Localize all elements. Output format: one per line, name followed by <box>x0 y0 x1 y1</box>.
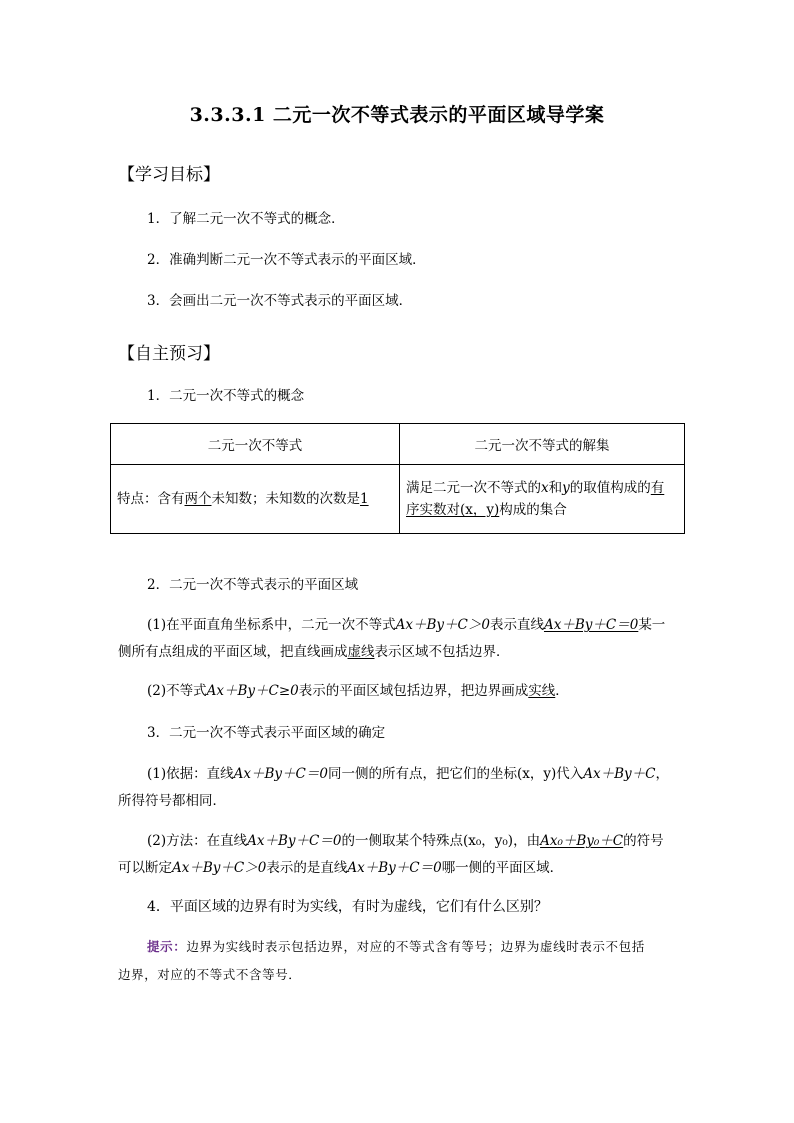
para-text: (1)在平面直角坐标系中，二元一次不等式 <box>147 617 396 633</box>
blank-answer: Ax＋By＋C＝0 <box>543 617 639 633</box>
concept-table <box>110 423 685 534</box>
section-1-title: 1．二元一次不等式的概念 <box>147 388 305 404</box>
para-text: 哪一侧的平面区域． <box>441 860 564 876</box>
document-title: 3.3.3.1 二元一次不等式表示的平面区域导学案 <box>189 104 605 126</box>
para-text: 可以断定 <box>118 860 172 876</box>
para-text: 的符号 <box>623 833 664 849</box>
para-text: ． <box>555 683 569 699</box>
goal-item-1: 1．了解二元一次不等式的概念． <box>147 211 345 227</box>
blank-answer: 实线 <box>528 683 556 699</box>
math-expr: Ax＋By＋C＝0 <box>233 766 328 782</box>
blank-answer: 1 <box>360 491 369 507</box>
cell-text: 特点：含有 <box>117 491 185 507</box>
section-3-para-2-line-2 <box>118 856 563 876</box>
section-3-title: 3．二元一次不等式表示平面区域的确定 <box>147 725 386 741</box>
section-2-para-1-line-2 <box>118 640 510 660</box>
var-x: x <box>541 480 549 496</box>
table-header-row <box>111 424 685 465</box>
hint-text: 边界为实线时表示包括边界，对应的不等式含有等号；边界为虚线时表示不包括 <box>186 939 645 954</box>
math-expr: Ax＋By＋C＞0 <box>395 617 490 633</box>
section-3-para-1-line-1 <box>147 762 669 782</box>
hint-line-1 <box>147 937 645 955</box>
para-text: (2)不等式 <box>147 683 207 699</box>
blank-answer: 序实数对(x，y) <box>406 502 500 518</box>
goal-item-2: 2．准确判断二元一次不等式表示的平面区域． <box>147 252 426 268</box>
cell-text: 的取值构成的 <box>569 480 651 496</box>
section-2-title: 2．二元一次不等式表示的平面区域 <box>147 577 359 593</box>
math-expr: Ax＋By＋C＝0 <box>247 833 342 849</box>
blank-answer: 虚线 <box>347 644 375 660</box>
para-text: (2)方法：在直线 <box>147 833 248 849</box>
cell-text: 构成的集合 <box>499 502 567 518</box>
hint-line-2: 边界，对应的不等式不含等号． <box>118 967 302 982</box>
section-3-para-2-line-1 <box>147 829 664 849</box>
cell-text: 未知数；未知数的次数是 <box>211 491 360 507</box>
math-expr: Ax＋By＋C <box>583 766 656 782</box>
math-expr: Ax＋By＋C＝0 <box>347 860 442 876</box>
para-text: 的一侧取某个特殊点(x₀，y₀)，由 <box>341 833 541 849</box>
table-cell-solution <box>400 465 685 534</box>
para-text: 表示区域不包括边界． <box>374 644 510 660</box>
table-cell-feature <box>111 465 400 534</box>
para-text: 表示的是直线 <box>266 860 348 876</box>
section-2-para-1-line-1 <box>147 613 665 633</box>
blank-answer: Ax₀＋By₀＋C <box>540 833 624 849</box>
goal-item-3: 3．会画出二元一次不等式表示的平面区域． <box>147 293 413 309</box>
cell-text: 满足二元一次不等式的 <box>406 480 541 496</box>
math-expr: Ax＋By＋C＞0 <box>172 860 267 876</box>
preview-heading: 【自主预习】 <box>118 344 220 364</box>
para-text: 侧所有点组成的平面区域，把直线画成 <box>118 644 348 660</box>
para-text: ， <box>655 766 669 782</box>
blank-answer: 有 <box>650 480 665 496</box>
table-header-inequality: 二元一次不等式 <box>111 424 400 465</box>
table-header-solution-set: 二元一次不等式的解集 <box>400 424 685 465</box>
para-text: (1)依据：直线 <box>147 766 234 782</box>
blank-answer: 两个 <box>184 491 212 507</box>
table-row <box>111 465 685 534</box>
para-text: 同一侧的所有点，把它们的坐标(x，y)代入 <box>327 766 584 782</box>
para-text: 表示的平面区域包括边界，把边界画成 <box>298 683 529 699</box>
para-text: 表示直线 <box>489 617 544 633</box>
section-4-question: 4．平面区域的边界有时为实线，有时为虚线，它们有什么区别？ <box>147 899 548 915</box>
para-text: 某一 <box>638 617 666 633</box>
section-3-para-1-line-2: 所得符号都相同． <box>118 793 226 809</box>
math-expr: Ax＋By＋C≥0 <box>206 683 299 699</box>
goals-heading: 【学习目标】 <box>118 165 220 185</box>
cell-text: 和 <box>548 480 563 496</box>
hint-label: 提示： <box>147 939 187 954</box>
var-y: y <box>562 480 570 496</box>
section-2-para-2 <box>147 679 569 699</box>
